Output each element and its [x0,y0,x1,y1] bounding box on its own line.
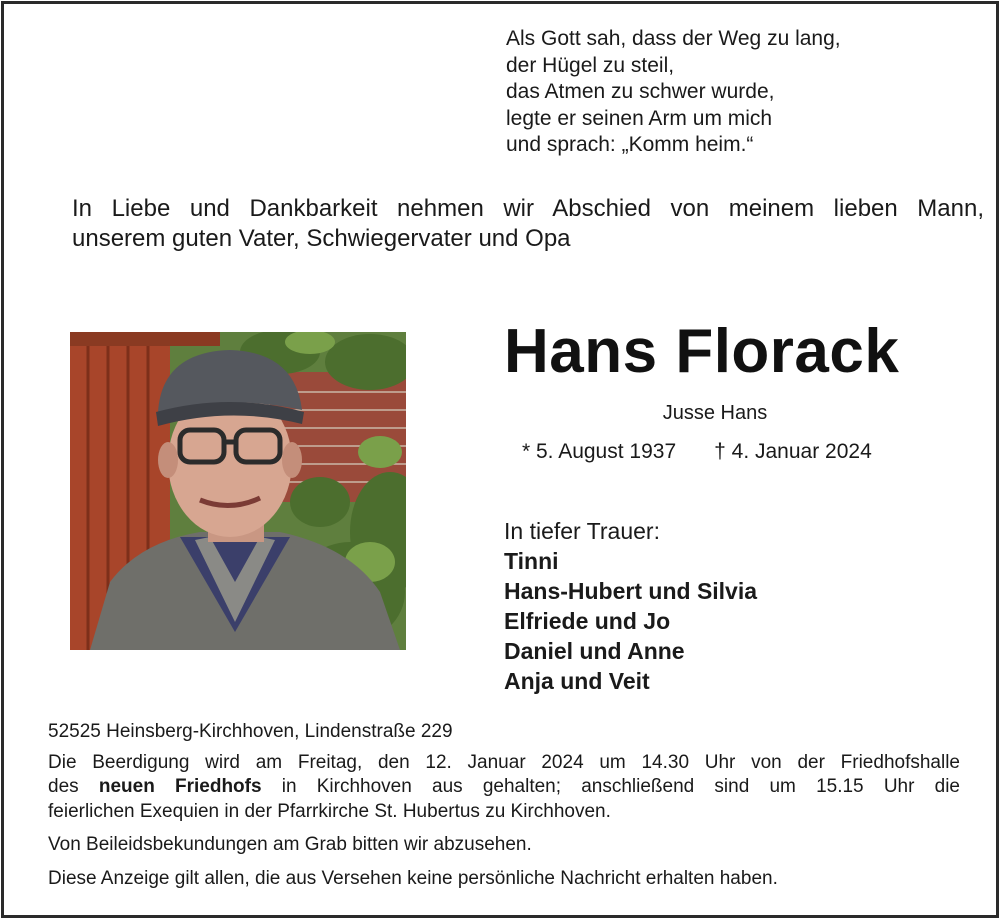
mourner-name: Hans-Hubert und Silvia [504,578,758,604]
life-dates [522,440,872,464]
deceased-nickname: Jusse Hans [662,402,768,424]
condolence-note: Von Beileidsbekundungen am Grab bitten wir abzusehen. [48,834,532,855]
mourner-name: Daniel und Anne [504,638,685,664]
poem-line: der Hügel zu steil, [506,53,675,77]
funeral-details [48,720,960,891]
mourner-name: Elfriede und Jo [504,608,671,634]
poem-line: legte er seinen Arm um mich [506,106,773,130]
address: 52525 Heinsberg-Kirchhoven, Lindenstraße 229 [48,721,453,742]
intro-line-2: unserem guten Vater, Schwiegervater und Opa [72,225,571,252]
poem-line: das Atmen zu schwer wurde, [506,80,775,103]
death-date: † 4. Januar 2024 [714,440,872,463]
mourner-name: Tinni [504,548,559,574]
mourner-name: Anja und Veit [504,668,650,694]
poem-line: und sprach: „Komm heim.“ [506,133,754,156]
cemetery-name: neuen Friedhofs [98,776,262,797]
funeral-line-2-pre: des [48,776,99,797]
birth-date: * 5. August 1937 [522,440,677,463]
funeral-line-3: feierlichen Exequien in der Pfarrkirche St. Hubertus zu Kirchhoven. [48,800,611,822]
portrait-photo [70,332,406,650]
poem-line: Als Gott sah, dass der Weg zu lang, [506,27,841,50]
mourners-heading: In tiefer Trauer: [504,518,660,544]
obituary-card [1,1,999,918]
funeral-line-2-post: in Kirchhoven aus gehalten; anschließend sind um 15.15 Uhr die [261,776,960,797]
deceased-name: Hans Florack [504,317,900,386]
intro-line-1: In Liebe und Dankbarkeit nehmen wir Abschied von meinem lieben Mann, [72,195,984,222]
mourners-block [504,516,757,696]
funeral-line-1: Die Beerdigung wird am Freitag, den 12. Januar 2024 um 14.30 Uhr von der Friedhofshalle [48,751,960,773]
notice-note: Diese Anzeige gilt allen, die aus Versehen keine persönliche Nachricht erhalten haben. [48,867,778,889]
poem [506,26,966,159]
funeral-notice [48,751,960,825]
farewell-intro [72,194,984,254]
funeral-line-2 [48,775,960,800]
